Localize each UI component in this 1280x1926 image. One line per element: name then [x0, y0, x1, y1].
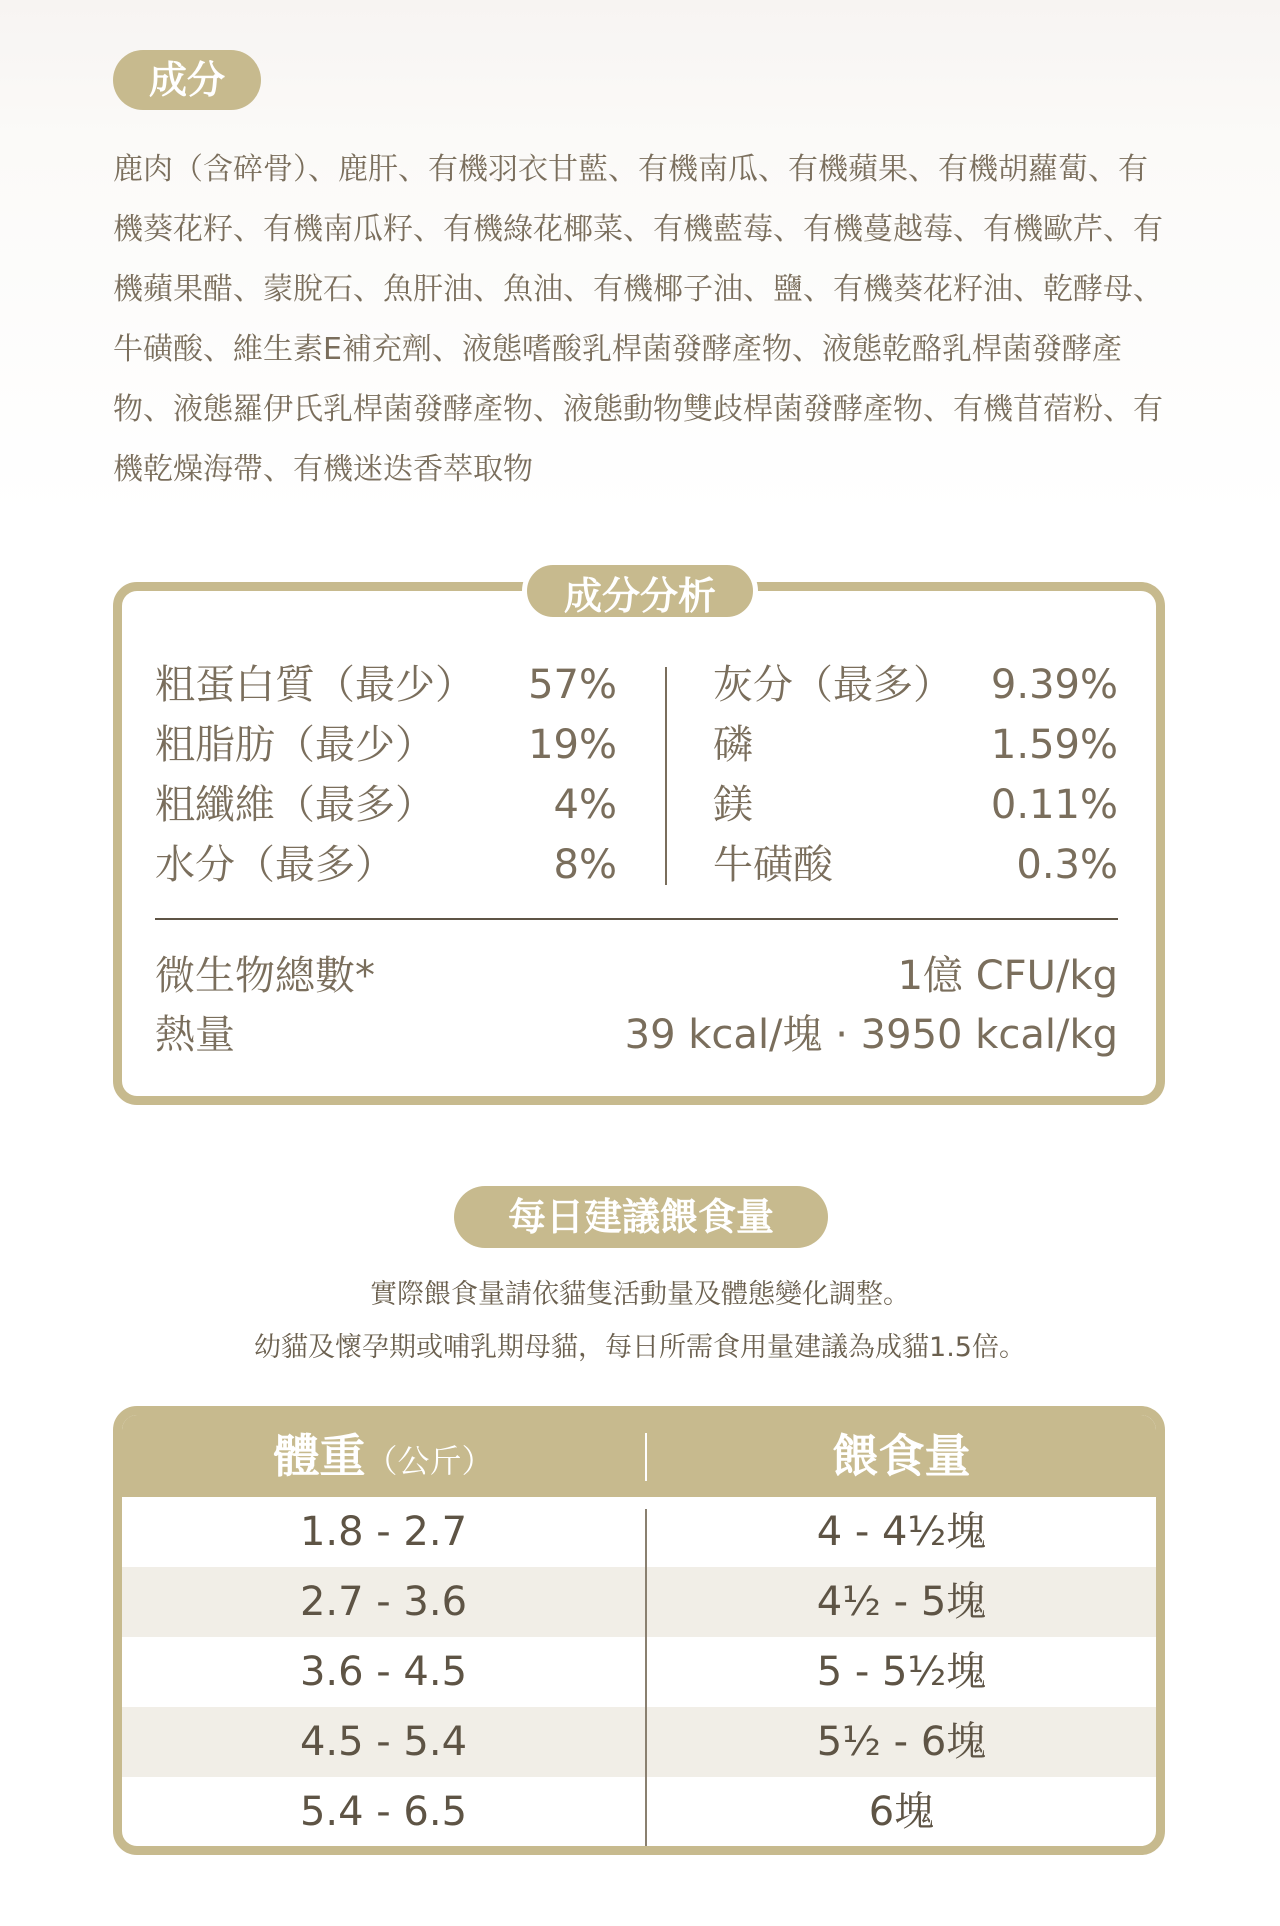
analysis-label-fiber: 粗纖維（最多）	[155, 782, 435, 828]
feeding-note-2: 幼貓及懷孕期或哺乳期母貓，每日所需食用量建議為成貓1.5倍。	[254, 1332, 1026, 1363]
amount-cell: 4 - 4½塊	[816, 1509, 987, 1555]
weight-cell: 4.5 - 5.4	[299, 1719, 468, 1765]
weight-cell: 1.8 - 2.7	[299, 1509, 468, 1555]
analysis-label-microbes: 微生物總數*	[155, 953, 375, 999]
analysis-label-calories: 熱量	[155, 1012, 235, 1058]
header-weight	[122, 1415, 645, 1497]
analysis-value-moisture: 8%	[553, 842, 617, 888]
analysis-value-taurine: 0.3%	[1016, 842, 1118, 888]
amount-cell: 6塊	[868, 1789, 935, 1835]
weight-cell: 3.6 - 4.5	[299, 1649, 468, 1695]
analysis-row-divider	[155, 918, 1118, 920]
analysis-value-fat: 19%	[528, 722, 617, 768]
analysis-label-protein: 粗蛋白質（最少）	[155, 662, 475, 708]
analysis-value-magnesium: 0.11%	[990, 782, 1118, 828]
table-row	[122, 1707, 1156, 1777]
table-row	[122, 1497, 1156, 1567]
feeding-note-1: 實際餵食量請依貓隻活動量及體態變化調整。	[370, 1279, 910, 1310]
table-row	[122, 1567, 1156, 1637]
header-weight-unit: （公斤）	[365, 1442, 494, 1480]
analysis-label-ash: 灰分（最多）	[713, 662, 953, 708]
ingredients-title: 成分	[148, 58, 225, 102]
analysis-value-calories: 39 kcal/塊 · 3950 kcal/kg	[624, 1012, 1118, 1058]
analysis-label-taurine: 牛磺酸	[713, 842, 833, 888]
analysis-label-moisture: 水分（最多）	[155, 842, 395, 888]
analysis-title: 成分分析	[563, 574, 716, 618]
ingredients-text: 鹿肉（含碎骨）、鹿肝、有機羽衣甘藍、有機南瓜、有機蘋果、有機胡蘿蔔、有機葵花籽、有機南瓜籽、有機綠花椰菜、有機藍莓、有機蔓越莓、有機歐芹、有機蘋果醋、蒙脫石、魚肝油、魚油、有機椰子油、鹽、有機葵花籽油、乾酵母、牛磺酸、維生素E補充劑、液態嗜酸乳桿菌發酵產物、液態乾酪乳桿菌發酵產物、液態羅伊氏乳桿菌發酵產物、液態動物雙歧桿菌發酵產物、有機苜蓿粉、有機乾燥海帶、有機迷迭香萃取物	[113, 152, 1163, 487]
weight-cell: 5.4 - 6.5	[299, 1789, 468, 1835]
amount-cell: 5½ - 6塊	[816, 1719, 987, 1765]
table-row	[122, 1637, 1156, 1707]
analysis-value-phosphorus: 1.59%	[990, 722, 1118, 768]
analysis-label-fat: 粗脂肪（最少）	[155, 722, 435, 768]
analysis-label-phosphorus: 磷	[713, 722, 753, 768]
analysis-column-divider	[665, 667, 667, 885]
analysis-value-microbes: 1億 CFU/kg	[897, 953, 1118, 999]
table-row	[122, 1777, 1156, 1847]
amount-cell: 4½ - 5塊	[816, 1579, 987, 1625]
analysis-value-ash: 9.39%	[990, 662, 1118, 708]
feeding-title-pill	[454, 1186, 828, 1248]
analysis-value-fiber: 4%	[553, 782, 617, 828]
ingredients-title-pill	[113, 50, 261, 110]
feeding-table-header	[122, 1415, 1156, 1497]
weight-cell: 2.7 - 3.6	[299, 1579, 468, 1625]
header-weight-label: 體重	[273, 1429, 366, 1483]
header-amount: 餵食量	[832, 1429, 971, 1483]
table-column-divider	[645, 1509, 647, 1849]
feeding-table	[113, 1406, 1165, 1855]
analysis-title-pill	[522, 560, 758, 622]
amount-cell: 5 - 5½塊	[816, 1649, 987, 1695]
analysis-value-protein: 57%	[528, 662, 617, 708]
feeding-title: 每日建議餵食量	[507, 1195, 774, 1239]
analysis-label-magnesium: 鎂	[713, 782, 753, 828]
